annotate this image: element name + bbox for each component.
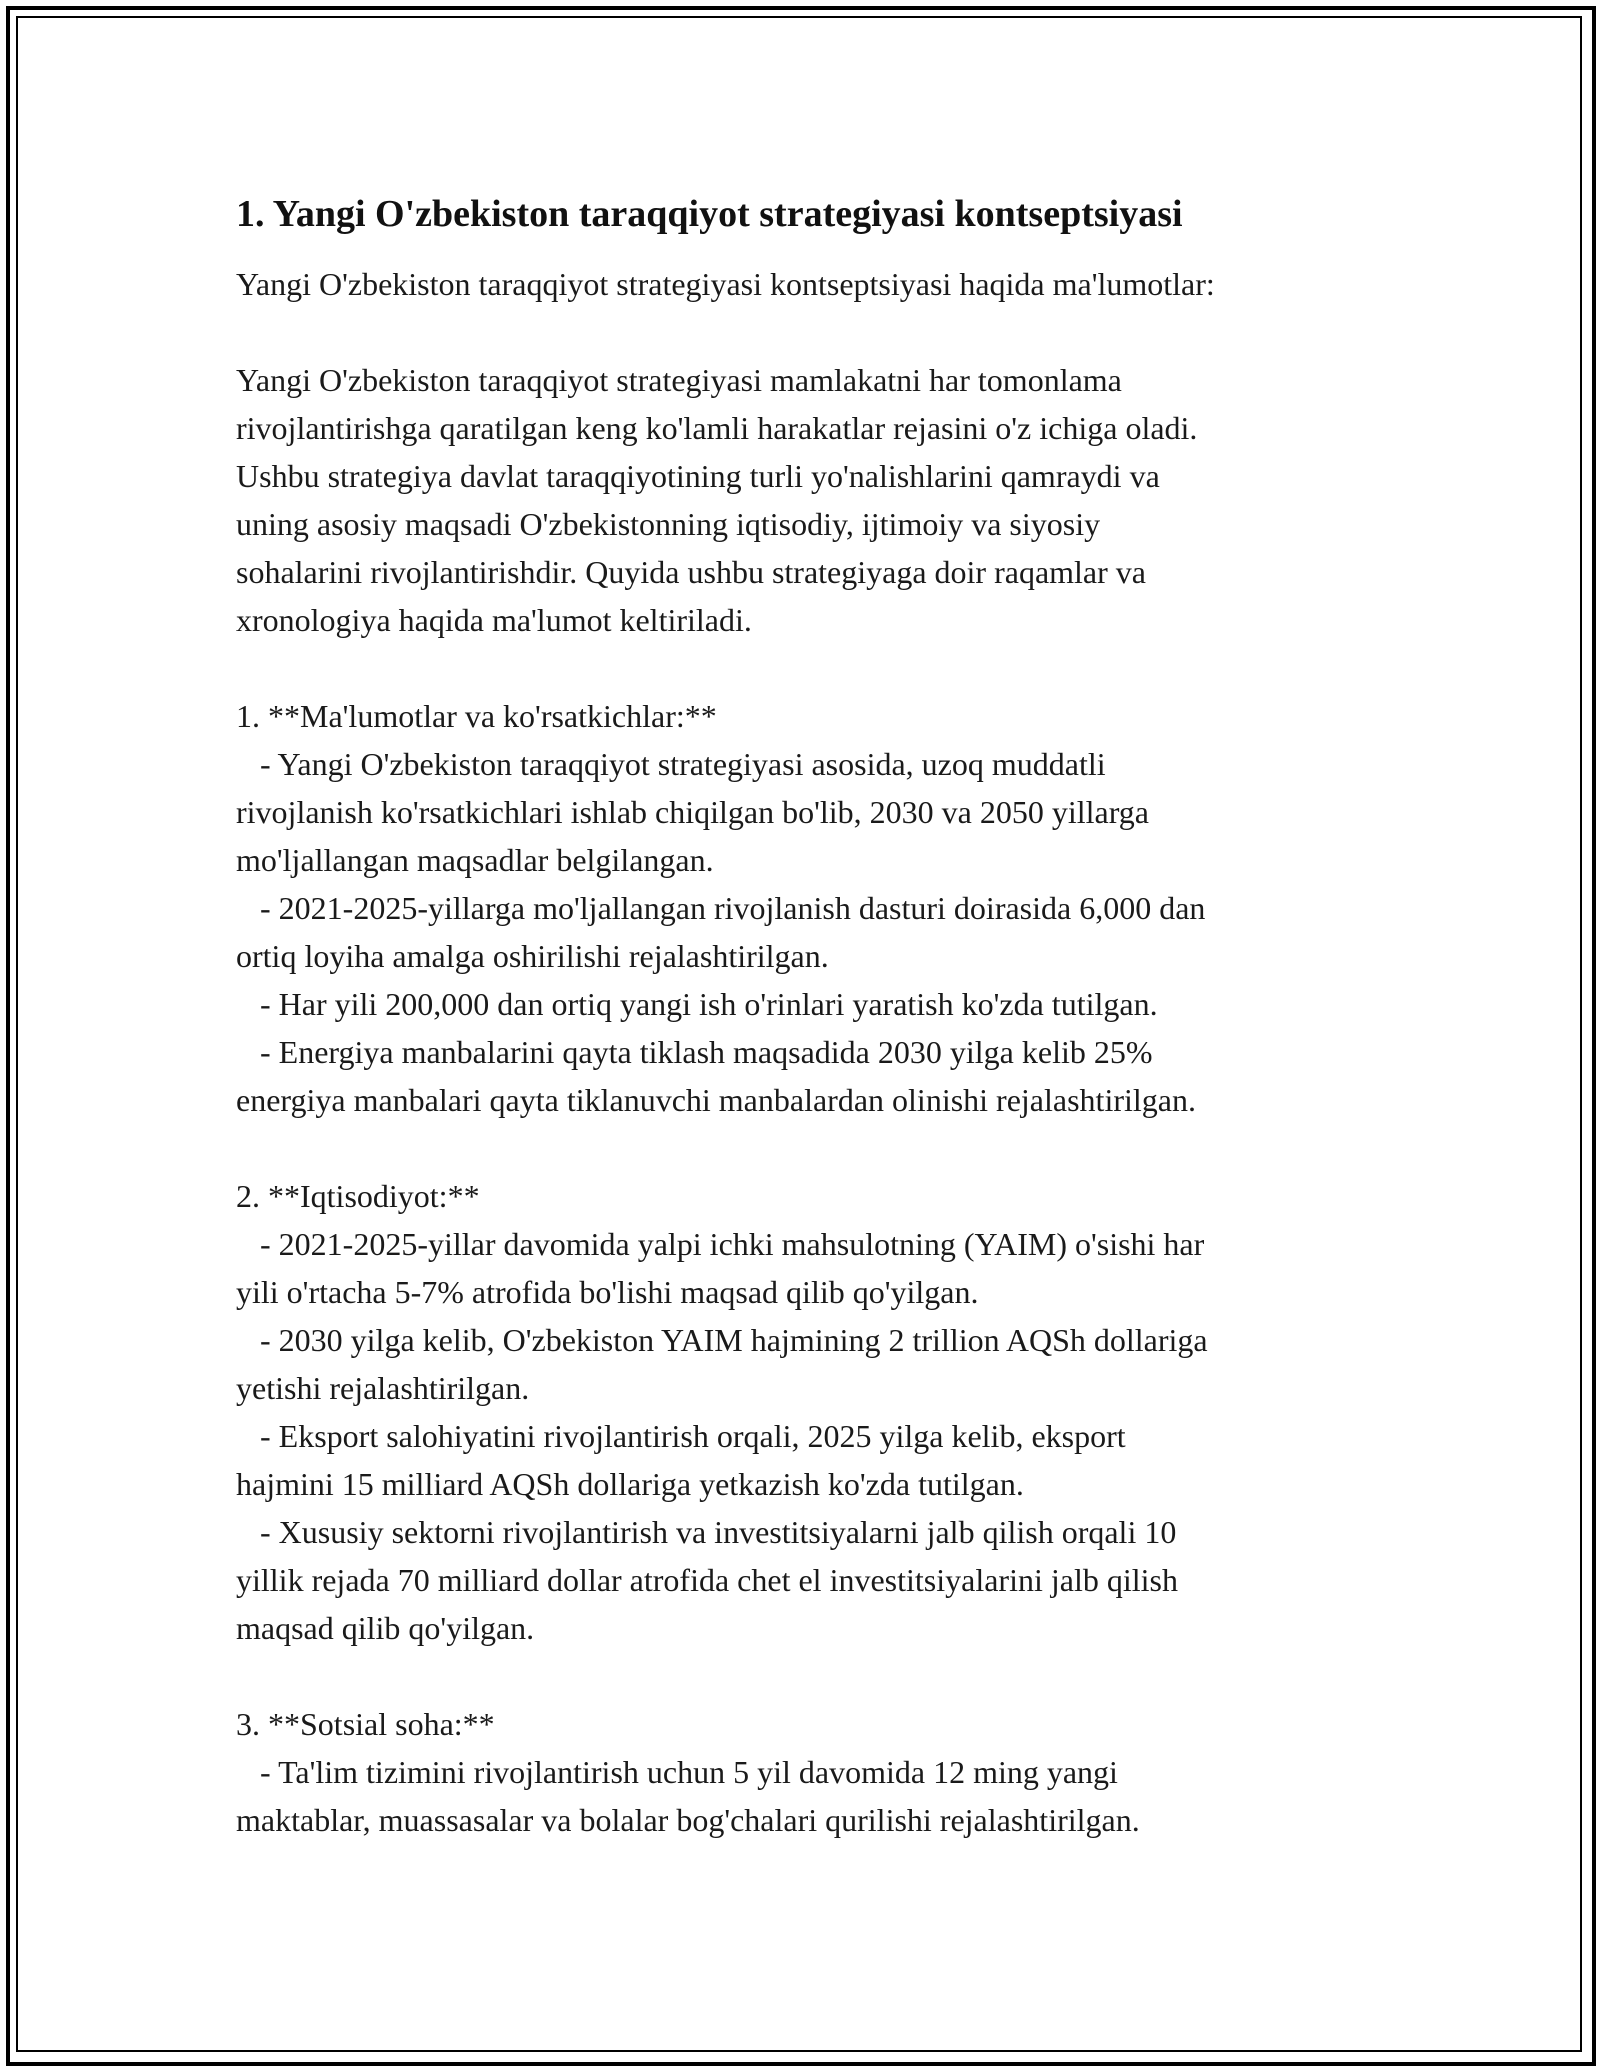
section-line: rivojlanish ko'rsatkichlari ishlab chiqilgan bo'lib, 2030 va 2050 yillarga	[236, 794, 1149, 830]
paragraph-line: xronologiya haqida ma'lumot keltiriladi.	[236, 602, 752, 638]
section-line: yetishi rejalashtirilgan.	[236, 1370, 530, 1406]
section-line: energiya manbalari qayta tiklanuvchi manbalardan olinishi rejalashtirilgan.	[236, 1082, 1196, 1118]
section-line: - 2021-2025-yillarga mo'ljallangan rivojlanish dasturi doirasida 6,000 dan	[236, 890, 1206, 926]
intro-line: Yangi O'zbekiston taraqqiyot strategiyasi kontseptsiyasi haqida ma'lumotlar:	[236, 266, 1215, 302]
section-line: mo'ljallangan maqsadlar belgilangan.	[236, 842, 714, 878]
spacer	[236, 308, 1416, 356]
section-line: maktablar, muassasalar va bolalar bog'chalari qurilishi rejalashtirilgan.	[236, 1802, 1140, 1838]
section-line: yili o'rtacha 5-7% atrofida bo'lishi maqsad qilib qo'yilgan.	[236, 1274, 979, 1310]
section-line: - Energiya manbalarini qayta tiklash maqsadida 2030 yilga kelib 25%	[236, 1034, 1153, 1070]
spacer	[236, 644, 1416, 692]
section-line: - 2030 yilga kelib, O'zbekiston YAIM hajmining 2 trillion AQSh dollariga	[236, 1322, 1208, 1358]
section-line: - 2021-2025-yillar davomida yalpi ichki mahsulotning (YAIM) o'sishi har	[236, 1226, 1205, 1262]
section-line: maqsad qilib qo'yilgan.	[236, 1610, 535, 1646]
section-title: 1. **Ma'lumotlar va ko'rsatkichlar:**	[236, 698, 717, 734]
section-line: - Har yili 200,000 dan ortiq yangi ish o'rinlari yaratish ko'zda tutilgan.	[236, 986, 1158, 1022]
section-line: - Xususiy sektorni rivojlantirish va investitsiyalarni jalb qilish orqali 10	[236, 1514, 1177, 1550]
section-social	[236, 1700, 1416, 1844]
overview-paragraph	[236, 356, 1416, 644]
paragraph-line: sohalarini rivojlantirishdir. Quyida ushbu strategiyaga doir raqamlar va	[236, 554, 1146, 590]
section-title: 2. **Iqtisodiyot:**	[236, 1178, 480, 1214]
document-body	[236, 188, 1416, 1844]
section-line: yillik rejada 70 milliard dollar atrofida chet el investitsiyalarini jalb qilish	[236, 1562, 1178, 1598]
section-line: - Yangi O'zbekiston taraqqiyot strategiyasi asosida, uzoq muddatli	[236, 746, 1106, 782]
paragraph-line: Yangi O'zbekiston taraqqiyot strategiyasi mamlakatni har tomonlama	[236, 362, 1122, 398]
paragraph-line: Ushbu strategiya davlat taraqqiyotining turli yo'nalishlarini qamraydi va	[236, 458, 1160, 494]
paragraph-line: uning asosiy maqsadi O'zbekistonning iqtisodiy, ijtimoiy va siyosiy	[236, 506, 1101, 542]
paragraph-line: rivojlantirishga qaratilgan keng ko'lamli harakatlar rejasini o'z ichiga oladi.	[236, 410, 1198, 446]
section-line: hajmini 15 milliard AQSh dollariga yetkazish ko'zda tutilgan.	[236, 1466, 1024, 1502]
section-line: ortiq loyiha amalga oshirilishi rejalashtirilgan.	[236, 938, 829, 974]
spacer	[236, 1124, 1416, 1172]
spacer	[236, 1652, 1416, 1700]
section-indicators	[236, 692, 1416, 1124]
section-line: - Ta'lim tizimini rivojlantirish uchun 5 yil davomida 12 ming yangi	[236, 1754, 1118, 1790]
section-economy	[236, 1172, 1416, 1652]
document-heading: 1. Yangi O'zbekiston taraqqiyot strategiyasi kontseptsiyasi	[236, 193, 1183, 235]
section-line: - Eksport salohiyatini rivojlantirish orqali, 2025 yilga kelib, eksport	[236, 1418, 1126, 1454]
section-title: 3. **Sotsial soha:**	[236, 1706, 495, 1742]
